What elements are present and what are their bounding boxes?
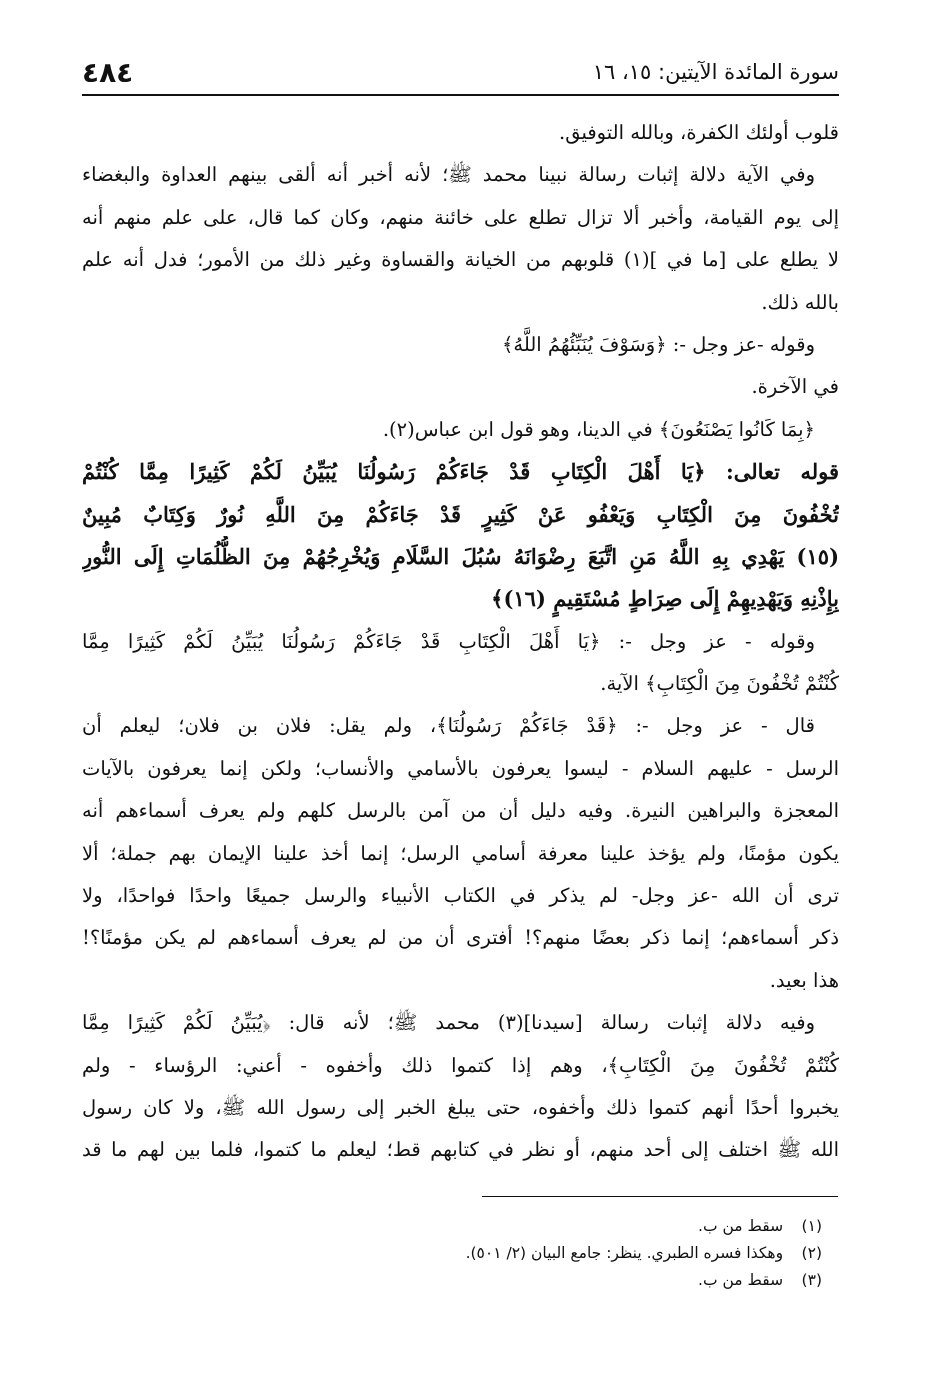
body-text <box>82 112 839 1172</box>
verse-line: تُخْفُونَ مِنَ الْكِتَابِ وَيَعْفُو عَنْ كَثِيرٍ قَدْ جَاءَكُمْ مِنَ اللَّهِ نُورٌ وَكِتَابٌ مُبِينٌ <box>82 501 839 527</box>
footnote-rule <box>482 1196 838 1197</box>
text-line: في الآخرة. <box>751 375 839 399</box>
footnote-text: سقط من ب. <box>698 1271 784 1289</box>
text-line: وفيه دلالة إثبات رسالة [سيدنا](٣) محمد ﷺ؛ لأنه قال: ﴿يُبَيِّنُ لَكُمْ كَثِيرًا مِمَّا <box>82 1011 815 1035</box>
footnote-number: (٣) <box>801 1271 822 1289</box>
page-number: ٤٨٤ <box>82 55 134 89</box>
text-line: المعجزة والبراهين النيرة. وفيه دليل أن من آمن بالرسل كلهم ولم يعرف أسماءهم أنه <box>82 799 839 823</box>
text-line: ذكر أسماءهم؛ إنما ذكر بعضًا منهم؟! أفترى أن من لم يعرف أسماءهم لم يكن مؤمنًا؟! <box>82 926 839 950</box>
text-line: كُنْتُمْ تُخْفُونَ مِنَ الْكِتَابِ﴾ الآية. <box>600 672 839 696</box>
footnotes <box>82 1213 822 1294</box>
verse-line: بِإِذْنِهِ وَيَهْدِيهِمْ إِلَى صِرَاطٍ مُسْتَقِيمٍ (١٦)﴾ <box>491 586 839 612</box>
text-line: ﴿بِمَا كَانُوا يَصْنَعُونَ﴾ في الدينا، وهو قول ابن عباس(٢). <box>382 417 815 441</box>
text-line: إلى يوم القيامة، وأخبر ألا تزال تطلع على خائنة منهم، وكان كما قال، على علم منهم أنه <box>82 205 839 229</box>
footnote <box>82 1267 822 1294</box>
footnote-text: وهكذا فسره الطبري. ينظر: جامع البيان (٢/ ٥٠١). <box>465 1244 784 1262</box>
text-line: قال - عز وجل -: ﴿قَدْ جَاءَكُمْ رَسُولُنَا﴾، ولم يقل: فلان بن فلان؛ ليعلم أن <box>82 714 815 738</box>
text-line: وقوله - عز وجل -: ﴿يَا أَهْلَ الْكِتَابِ قَدْ جَاءَكُمْ رَسُولُنَا يُبَيِّنُ لَكُمْ كَثِيرًا مِمَّا <box>82 629 815 653</box>
footnote-number: (١) <box>801 1217 822 1235</box>
footnote-number: (٢) <box>801 1244 822 1262</box>
text-line: الله ﷺ اختلف إلى أحد منهم، أو نظر في كتابهم قط؛ ليعلم ما كتموا، فلما بين لهم ما قد <box>82 1138 839 1162</box>
page-header <box>82 50 839 94</box>
text-line: وفي الآية دلالة إثبات رسالة نبينا محمد ﷺ؛ لأنه أخبر أنه ألقى بينهم العداوة والبغضاء <box>82 163 815 187</box>
text-line: قلوب أولئك الكفرة، وبالله التوفيق. <box>559 121 839 144</box>
text-line: كُنْتُمْ تُخْفُونَ مِنَ الْكِتَابِ﴾، وهم إذا كتموا ذلك وأخفوه - أعني: الرؤساء - ولم <box>82 1053 839 1077</box>
footnote-text: سقط من ب. <box>698 1217 784 1235</box>
footnote <box>82 1213 822 1240</box>
running-title: سورة المائدة الآيتين: ١٥، ١٦ <box>592 60 839 84</box>
text-line: ترى أن الله -عز وجل- لم يذكر في الكتاب الأنبياء والرسل جميعًا واحدًا فواحدًا، ولا <box>82 884 839 908</box>
footnote <box>82 1240 822 1267</box>
text-line: لا يطلع على [ما في ](١) قلوبهم من الخيانة والقساوة وغير ذلك من الأمور؛ فدل أنه علم <box>82 248 839 272</box>
verse-line: قوله تعالى: ﴿يَا أَهْلَ الْكِتَابِ قَدْ جَاءَكُمْ رَسُولُنَا يُبَيِّنُ لَكُمْ كَثِيرًا مِمَّا كُنْتُمْ <box>82 459 839 485</box>
text-line: هذا بعيد. <box>769 968 839 992</box>
text-line: يكون مؤمنًا، ولم يؤخذ علينا معرفة أسامي الرسل؛ إنما أخذ علينا الإيمان بهم جملة؛ ألا <box>82 841 839 865</box>
text-line: وقوله -عز وجل -: ﴿وَسَوْفَ يُنَبِّئُهُمُ اللَّهُ﴾ <box>502 332 815 356</box>
header-rule <box>82 94 839 96</box>
verse-line: (١٥) يَهْدِي بِهِ اللَّهُ مَنِ اتَّبَعَ رِضْوَانَهُ سُبُلَ السَّلَامِ وَيُخْرِجُهُمْ مِنَ الظُّلُمَاتِ إِلَى النُّورِ <box>82 543 839 569</box>
text-line: الرسل - عليهم السلام - ليسوا يعرفون بالأسامي والأنساب؛ ولكن إنما يعرفون بالآيات <box>82 756 839 780</box>
text-line: بالله ذلك. <box>761 290 839 314</box>
text-line: يخبروا أحدًا أنهم كتموا ذلك وأخفوه، حتى يبلغ الخبر إلى رسول الله ﷺ، ولا كان رسول <box>82 1095 839 1119</box>
